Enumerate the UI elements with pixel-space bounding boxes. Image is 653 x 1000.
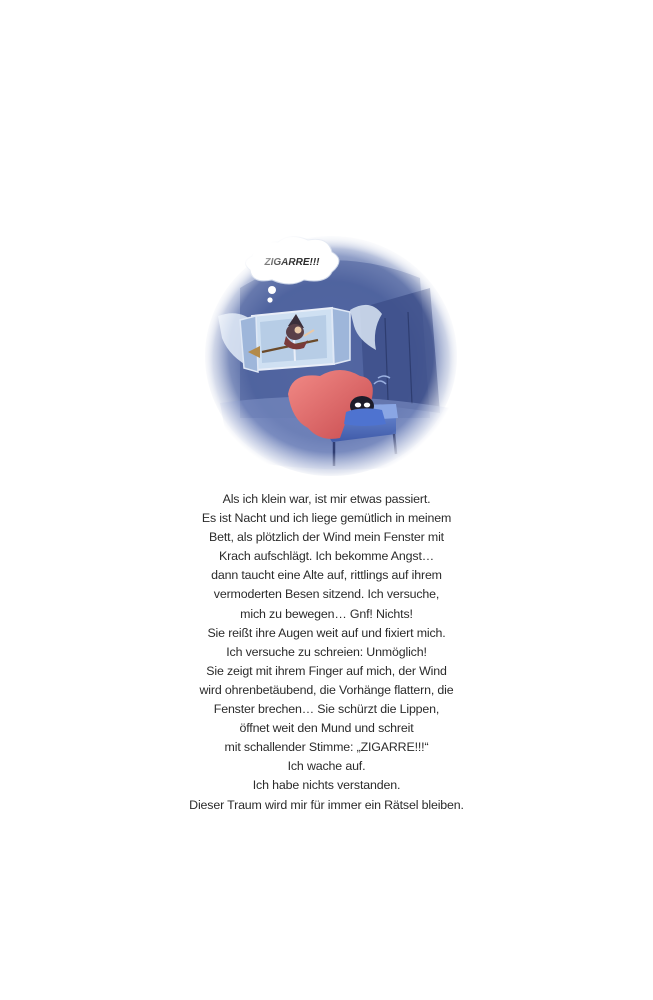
story-line: Bett, als plötzlich der Wind mein Fenster mit: [209, 530, 444, 545]
story-line: Sie zeigt mit ihrem Finger auf mich, der Wind: [206, 663, 447, 678]
story-line: mit schallender Stimme: „ZIGARRE!!!“: [224, 740, 429, 755]
story-line: Es ist Nacht und ich liege gemütlich in meinem: [201, 511, 452, 526]
story-line: Krach aufschlägt. Ich bekomme Angst…: [219, 549, 434, 564]
story-line: Ich habe nichts verstanden.: [252, 778, 401, 793]
story-line: wird ohrenbetäubend, die Vorhänge flattern, die: [199, 682, 454, 697]
story-line: dann taucht eine Alte auf, rittlings auf ihrem: [211, 568, 442, 583]
story-text: [150, 490, 503, 815]
story-line: Ich wache auf.: [287, 759, 366, 774]
story-line: Sie reißt ihre Augen weit auf und fixiert mich.: [207, 625, 446, 640]
story-line: Ich versuche zu schreien: Unmöglich!: [226, 644, 427, 659]
story-line: Fenster brechen… Sie schürzt die Lippen,: [213, 702, 440, 717]
story-line: öffnet weit den Mund und schreit: [239, 721, 414, 736]
story-line: vermoderten Besen sitzend. Ich versuche,: [213, 587, 440, 602]
bedroom-nightmare-illustration: [200, 228, 462, 480]
story-line: mich zu bewegen… Gnf! Nichts!: [240, 606, 413, 621]
story-line: Als ich klein war, ist mir etwas passiert.: [222, 492, 431, 506]
illustration-drawing: [200, 228, 462, 480]
story-line: Dieser Traum wird mir für immer ein Rätsel bleiben.: [189, 797, 464, 812]
